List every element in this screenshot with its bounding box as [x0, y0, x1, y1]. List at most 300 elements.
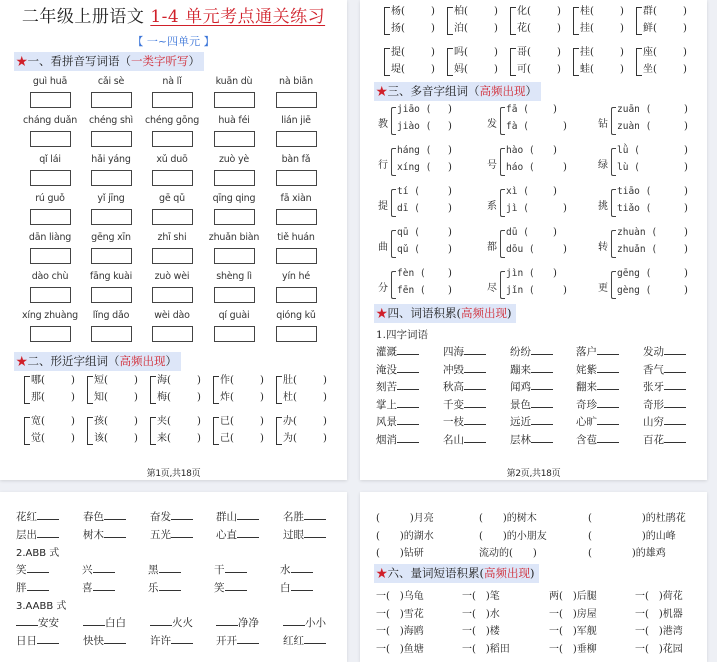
word-fill-item[interactable] [443, 379, 486, 394]
word-fill-item[interactable] [443, 414, 486, 429]
close-paren: ) [553, 104, 557, 115]
pair-line[interactable] [31, 389, 75, 406]
pinyin-item [81, 114, 141, 147]
word-fill-item[interactable] [376, 397, 419, 412]
pinyin-item [266, 75, 326, 108]
similar-char-pair [384, 44, 446, 80]
word-fill-item[interactable] [148, 580, 181, 595]
blank-line[interactable] [531, 362, 553, 373]
answer-box[interactable] [91, 92, 132, 108]
pair-char: 夹 [157, 416, 167, 427]
adjective-fill-item[interactable]: ( )的树木 [479, 513, 537, 524]
open-paren: ( [408, 186, 420, 197]
open-paren: ( [639, 121, 652, 132]
blank-line[interactable] [597, 414, 619, 425]
word-fill-item[interactable] [643, 362, 686, 377]
pair-line[interactable] [580, 61, 624, 78]
pair-line[interactable] [220, 430, 264, 447]
answer-box[interactable] [276, 326, 317, 342]
open-paren: ( [464, 64, 468, 75]
reading-line[interactable] [397, 145, 431, 156]
pair-line[interactable] [517, 20, 561, 37]
measure-word-item[interactable]: 一( )稻田 [462, 643, 510, 655]
word-fill-item[interactable] [576, 432, 619, 447]
answer-box[interactable] [30, 170, 71, 186]
word-fill-item[interactable] [16, 527, 59, 542]
reading-line[interactable] [506, 162, 535, 173]
reading-line[interactable] [506, 186, 529, 197]
page-footer: 第2页,共18页 [506, 469, 561, 479]
answer-box[interactable] [214, 170, 255, 186]
adjective-fill-item[interactable]: ( )的雄鸡 [588, 548, 666, 559]
pair-line[interactable] [391, 20, 435, 37]
pair-line[interactable] [454, 61, 498, 78]
answer-box[interactable] [276, 92, 317, 108]
blank-line[interactable] [291, 562, 313, 573]
blank-line[interactable] [597, 344, 619, 355]
word-fill-item[interactable] [16, 633, 59, 648]
reading-line[interactable] [506, 244, 535, 255]
pair-line[interactable] [643, 20, 687, 37]
pair-line[interactable] [391, 61, 435, 78]
reading-line[interactable] [617, 244, 657, 255]
answer-box[interactable] [276, 170, 317, 186]
pair-line[interactable] [580, 44, 624, 61]
word-fill-item[interactable] [376, 362, 419, 377]
word-fill-item[interactable] [283, 633, 326, 648]
measure-word-item[interactable]: 一( )鱼塘 [376, 643, 424, 655]
word-fill-item[interactable] [576, 414, 619, 429]
word-fill-item[interactable] [16, 562, 49, 577]
blank-line[interactable] [664, 414, 686, 425]
reading-pinyin: tí [397, 186, 409, 197]
reading-line[interactable] [397, 162, 431, 173]
answer-box[interactable] [30, 209, 71, 225]
word-fill-item[interactable] [510, 432, 553, 447]
word-fill-item[interactable] [83, 615, 126, 630]
reading-line[interactable] [617, 227, 657, 238]
blank-line[interactable] [216, 615, 238, 626]
reading-pinyin: lù [617, 162, 629, 173]
word-fill-item[interactable] [376, 344, 419, 359]
pair-line[interactable] [517, 44, 561, 61]
close-paren: ) [260, 433, 264, 444]
answer-box[interactable] [214, 131, 255, 147]
brace-icon [391, 230, 396, 258]
measure-word-item[interactable]: 两( )后腿 [549, 591, 597, 602]
word-text: 发动 [643, 346, 664, 358]
pair-line[interactable] [454, 3, 498, 20]
blank-line[interactable] [397, 379, 419, 390]
word-fill-item[interactable] [216, 633, 259, 648]
brace-icon [500, 271, 505, 299]
blank-line[interactable] [304, 633, 326, 644]
blank-line[interactable] [464, 362, 486, 373]
answer-box[interactable] [30, 92, 71, 108]
word-fill-item[interactable] [643, 344, 686, 359]
word-fill-item[interactable] [576, 397, 619, 412]
answer-box[interactable] [91, 287, 132, 303]
blank-line[interactable] [464, 432, 486, 443]
pinyin-item [266, 309, 326, 342]
word-fill-item[interactable] [280, 580, 313, 595]
word-fill-item[interactable] [576, 362, 619, 377]
blank-line[interactable] [291, 580, 313, 591]
unit-subtitle: 【 一~四单元 】 [132, 35, 215, 48]
answer-box[interactable] [91, 170, 132, 186]
word-text: 香气 [643, 363, 664, 376]
blank-line[interactable] [225, 580, 247, 591]
pair-line[interactable] [643, 3, 687, 20]
word-fill-item[interactable] [643, 397, 686, 412]
pair-line[interactable] [283, 430, 327, 447]
answer-box[interactable] [214, 209, 255, 225]
pair-line[interactable] [643, 61, 687, 78]
word-fill-item[interactable] [376, 414, 419, 429]
blank-line[interactable] [664, 432, 686, 443]
pair-line[interactable] [454, 20, 498, 37]
measure-word-item[interactable]: 一( )楼 [462, 626, 500, 637]
measure-word-item[interactable]: 一( )军舰 [549, 626, 597, 637]
pair-line[interactable] [517, 61, 561, 78]
answer-box[interactable] [276, 248, 317, 264]
blank-line[interactable] [397, 344, 419, 355]
measure-word-item[interactable]: 一( )荷花 [635, 591, 683, 602]
blank-line[interactable] [93, 580, 115, 591]
pair-line[interactable] [31, 430, 75, 447]
blank-line[interactable] [104, 633, 126, 644]
measure-word-item[interactable]: 一( )海鸥 [376, 626, 424, 637]
answer-box[interactable] [214, 92, 255, 108]
reading-line[interactable] [617, 186, 651, 197]
blank-line[interactable] [664, 379, 686, 390]
blank-line[interactable] [171, 509, 193, 520]
pinyin-text: nà lǐ [162, 76, 182, 87]
blank-line[interactable] [597, 379, 619, 390]
answer-box[interactable] [30, 287, 71, 303]
word-fill-item[interactable] [283, 527, 326, 542]
word-fill-item[interactable] [510, 344, 553, 359]
word-fill-item[interactable] [82, 580, 115, 595]
close-paren: ) [71, 416, 75, 427]
blank-line[interactable] [464, 397, 486, 408]
blank-line[interactable] [664, 344, 686, 355]
word-fill-item[interactable] [16, 615, 59, 630]
answer-box[interactable] [152, 209, 193, 225]
measure-word-item[interactable]: 一( )笔 [462, 591, 500, 602]
word-fill-item[interactable] [443, 432, 486, 447]
answer-box[interactable] [152, 131, 193, 147]
word-fill-item[interactable] [643, 379, 686, 394]
word-fill-item[interactable] [576, 344, 619, 359]
word-fill-item[interactable] [148, 562, 181, 577]
word-fill-item[interactable] [150, 509, 193, 524]
blank-line[interactable] [283, 615, 305, 626]
bracket-icon [636, 7, 642, 35]
pair-line[interactable] [94, 430, 138, 447]
answer-box[interactable] [152, 287, 193, 303]
reading-line[interactable] [506, 145, 535, 156]
open-paren: ( [517, 104, 529, 115]
pair-line[interactable] [454, 44, 498, 61]
pair-line[interactable] [283, 413, 327, 430]
reading-line[interactable] [617, 121, 651, 132]
word-fill-item[interactable] [443, 362, 486, 377]
measure-word-item[interactable]: 一( )机器 [635, 608, 683, 620]
blank-line[interactable] [531, 432, 553, 443]
reading-line[interactable] [506, 121, 529, 132]
close-paren: ) [448, 268, 452, 279]
answer-box[interactable] [214, 287, 255, 303]
pair-line[interactable] [580, 20, 624, 37]
reading-line[interactable] [397, 268, 426, 279]
reading-line[interactable] [397, 203, 420, 214]
word-fill-item[interactable] [443, 344, 486, 359]
word-fill-item[interactable] [510, 397, 553, 412]
blank-line[interactable] [27, 580, 49, 591]
reading-line[interactable] [617, 285, 651, 296]
blank-line[interactable] [397, 397, 419, 408]
blank-line[interactable] [664, 362, 686, 373]
pair-line[interactable] [580, 3, 624, 20]
reading-line[interactable] [397, 285, 426, 296]
blank-line[interactable] [237, 509, 259, 520]
pair-char: 哥 [517, 47, 527, 58]
word-fill-item[interactable] [216, 615, 259, 630]
word-fill-item[interactable] [83, 633, 126, 648]
word-fill-item[interactable] [150, 633, 193, 648]
blank-line[interactable] [397, 362, 419, 373]
word-text: 兴 [82, 564, 93, 576]
adjective-fill-item[interactable]: ( )的山峰 [588, 530, 676, 542]
adjective-fill-item[interactable]: ( )的小朋友 [479, 530, 547, 542]
word-text: 奋发 [150, 511, 171, 523]
blank-line[interactable] [531, 397, 553, 408]
answer-box[interactable] [152, 170, 193, 186]
reading-line[interactable] [617, 268, 651, 279]
blank-line[interactable] [464, 414, 486, 425]
blank-line[interactable] [597, 397, 619, 408]
answer-box[interactable] [276, 209, 317, 225]
blank-line[interactable] [664, 397, 686, 408]
measure-word-item[interactable]: 一( )雪花 [376, 608, 424, 620]
answer-box[interactable] [214, 326, 255, 342]
pair-line[interactable] [391, 44, 435, 61]
reading-line[interactable] [617, 162, 640, 173]
pinyin-text: kuān dù [215, 76, 253, 87]
pair-char: 觉 [31, 433, 41, 444]
reading-line[interactable] [397, 104, 431, 115]
blank-line[interactable] [83, 615, 105, 626]
answer-box[interactable] [30, 131, 71, 147]
pair-line[interactable] [283, 389, 327, 406]
word-fill-item[interactable] [214, 580, 247, 595]
word-fill-item[interactable] [643, 432, 686, 447]
word-fill-item[interactable] [510, 362, 553, 377]
word-text: 名胜 [283, 511, 304, 523]
word-fill-item[interactable] [510, 414, 553, 429]
pair-line[interactable] [157, 430, 201, 447]
blank-line[interactable] [104, 509, 126, 520]
answer-box[interactable] [91, 209, 132, 225]
pair-line[interactable] [220, 389, 264, 406]
blank-line[interactable] [397, 432, 419, 443]
measure-word-item[interactable]: 一( )花园 [635, 643, 683, 655]
pair-char: 群 [643, 6, 653, 17]
word-fill-item[interactable] [443, 397, 486, 412]
reading-line[interactable] [617, 203, 651, 214]
word-fill-item[interactable] [576, 379, 619, 394]
pair-line[interactable] [31, 413, 75, 430]
pair-char: 己 [220, 433, 230, 444]
blank-line[interactable] [597, 432, 619, 443]
word-text: 秋高 [443, 381, 464, 393]
close-paren: ) [260, 416, 264, 427]
blank-line[interactable] [225, 562, 247, 573]
adjective-fill-item[interactable]: ( )钻研 [376, 548, 424, 559]
brace-icon [611, 148, 616, 176]
word-fill-item[interactable] [150, 527, 193, 542]
pair-line[interactable] [31, 372, 75, 389]
pinyin-item [20, 153, 80, 186]
pair-line[interactable] [94, 413, 138, 430]
close-paren: ) [684, 244, 688, 255]
answer-box[interactable] [91, 326, 132, 342]
pair-line[interactable] [283, 372, 327, 389]
reading-line[interactable] [506, 203, 529, 214]
adjective-fill-item[interactable]: 流动的( ) [479, 548, 537, 559]
answer-box[interactable] [30, 248, 71, 264]
word-fill-item[interactable] [283, 509, 326, 524]
blank-line[interactable] [397, 414, 419, 425]
pair-line[interactable] [220, 413, 264, 430]
pair-line[interactable] [643, 44, 687, 61]
pinyin-text: tiě huán [277, 232, 315, 243]
word-text: 火火 [172, 617, 193, 629]
answer-box[interactable] [276, 287, 317, 303]
answer-box[interactable] [214, 248, 255, 264]
blank-line[interactable] [27, 562, 49, 573]
pair-line[interactable] [220, 372, 264, 389]
word-fill-item[interactable] [214, 562, 247, 577]
pair-char: 哪 [31, 375, 41, 386]
pair-line[interactable] [157, 389, 201, 406]
open-paren: ( [464, 23, 468, 34]
open-paren: ( [628, 162, 640, 173]
measure-word-item[interactable]: 一( )垂柳 [549, 643, 597, 655]
answer-box[interactable] [276, 131, 317, 147]
blank-line[interactable] [304, 509, 326, 520]
reading-line[interactable] [397, 244, 420, 255]
brace-icon [500, 189, 505, 217]
blank-line[interactable] [150, 615, 172, 626]
blank-line[interactable] [531, 344, 553, 355]
reading-line[interactable] [617, 145, 640, 156]
reading-line[interactable] [397, 227, 420, 238]
answer-box[interactable] [91, 248, 132, 264]
answer-box[interactable] [30, 326, 71, 342]
pair-line[interactable] [157, 413, 201, 430]
word-fill-item[interactable] [643, 414, 686, 429]
blank-line[interactable] [531, 414, 553, 425]
word-fill-item[interactable] [216, 527, 259, 542]
measure-word-item[interactable]: 一( )乌龟 [376, 591, 424, 602]
blank-line[interactable] [159, 580, 181, 591]
word-fill-item[interactable] [283, 615, 326, 630]
blank-line[interactable] [159, 562, 181, 573]
brace-icon [391, 148, 396, 176]
open-paren: ( [414, 285, 426, 296]
word-fill-item[interactable] [83, 509, 126, 524]
pair-line[interactable] [517, 3, 561, 20]
word-fill-item[interactable] [150, 615, 193, 630]
blank-line[interactable] [171, 527, 193, 538]
word-fill-item[interactable] [280, 562, 313, 577]
reading-line[interactable] [397, 121, 431, 132]
answer-box[interactable] [152, 92, 193, 108]
word-fill-item[interactable] [376, 379, 419, 394]
word-fill-item[interactable] [82, 562, 115, 577]
adjective-fill-item[interactable]: ( )月亮 [376, 513, 434, 524]
blank-line[interactable] [237, 527, 259, 538]
similar-char-pair [150, 413, 212, 449]
blank-line[interactable] [37, 509, 59, 520]
blank-line[interactable] [171, 633, 193, 644]
adjective-fill-item[interactable]: ( )的湖水 [376, 530, 434, 542]
blank-line[interactable] [37, 527, 59, 538]
adjective-fill-item[interactable]: ( )的杜鹃花 [588, 513, 686, 524]
answer-box[interactable] [152, 326, 193, 342]
measure-word-item[interactable]: 一( )房屋 [549, 608, 597, 620]
word-fill-item[interactable] [16, 509, 59, 524]
blank-line[interactable] [37, 633, 59, 644]
pair-line[interactable] [94, 389, 138, 406]
reading-line[interactable] [617, 104, 651, 115]
reading-line[interactable] [506, 285, 535, 296]
blank-line[interactable] [464, 379, 486, 390]
blank-line[interactable] [93, 562, 115, 573]
measure-word-item[interactable]: 一( )港湾 [635, 626, 683, 637]
measure-word-item[interactable]: 一( )水 [462, 608, 500, 620]
pair-line[interactable] [94, 372, 138, 389]
word-fill-item[interactable] [83, 527, 126, 542]
close-paren: ) [494, 23, 498, 34]
blank-line[interactable] [237, 633, 259, 644]
pair-line[interactable] [391, 3, 435, 20]
blank-line[interactable] [464, 344, 486, 355]
reading-pinyin: fēn [397, 285, 415, 296]
reading-line[interactable] [506, 104, 529, 115]
pair-line[interactable] [157, 372, 201, 389]
blank-line[interactable] [531, 379, 553, 390]
reading-line[interactable] [506, 227, 529, 238]
word-fill-item[interactable] [376, 432, 419, 447]
word-fill-item[interactable] [510, 379, 553, 394]
word-fill-item[interactable] [216, 509, 259, 524]
open-paren: ( [401, 47, 405, 58]
reading-line[interactable] [506, 268, 535, 279]
answer-box[interactable] [152, 248, 193, 264]
answer-box[interactable] [91, 131, 132, 147]
reading-line[interactable] [397, 186, 420, 197]
blank-line[interactable] [16, 615, 38, 626]
open-paren: ( [645, 244, 658, 255]
word-fill-item[interactable] [16, 580, 49, 595]
pinyin-item [204, 114, 264, 147]
blank-line[interactable] [597, 362, 619, 373]
blank-line[interactable] [304, 527, 326, 538]
blank-line[interactable] [104, 527, 126, 538]
